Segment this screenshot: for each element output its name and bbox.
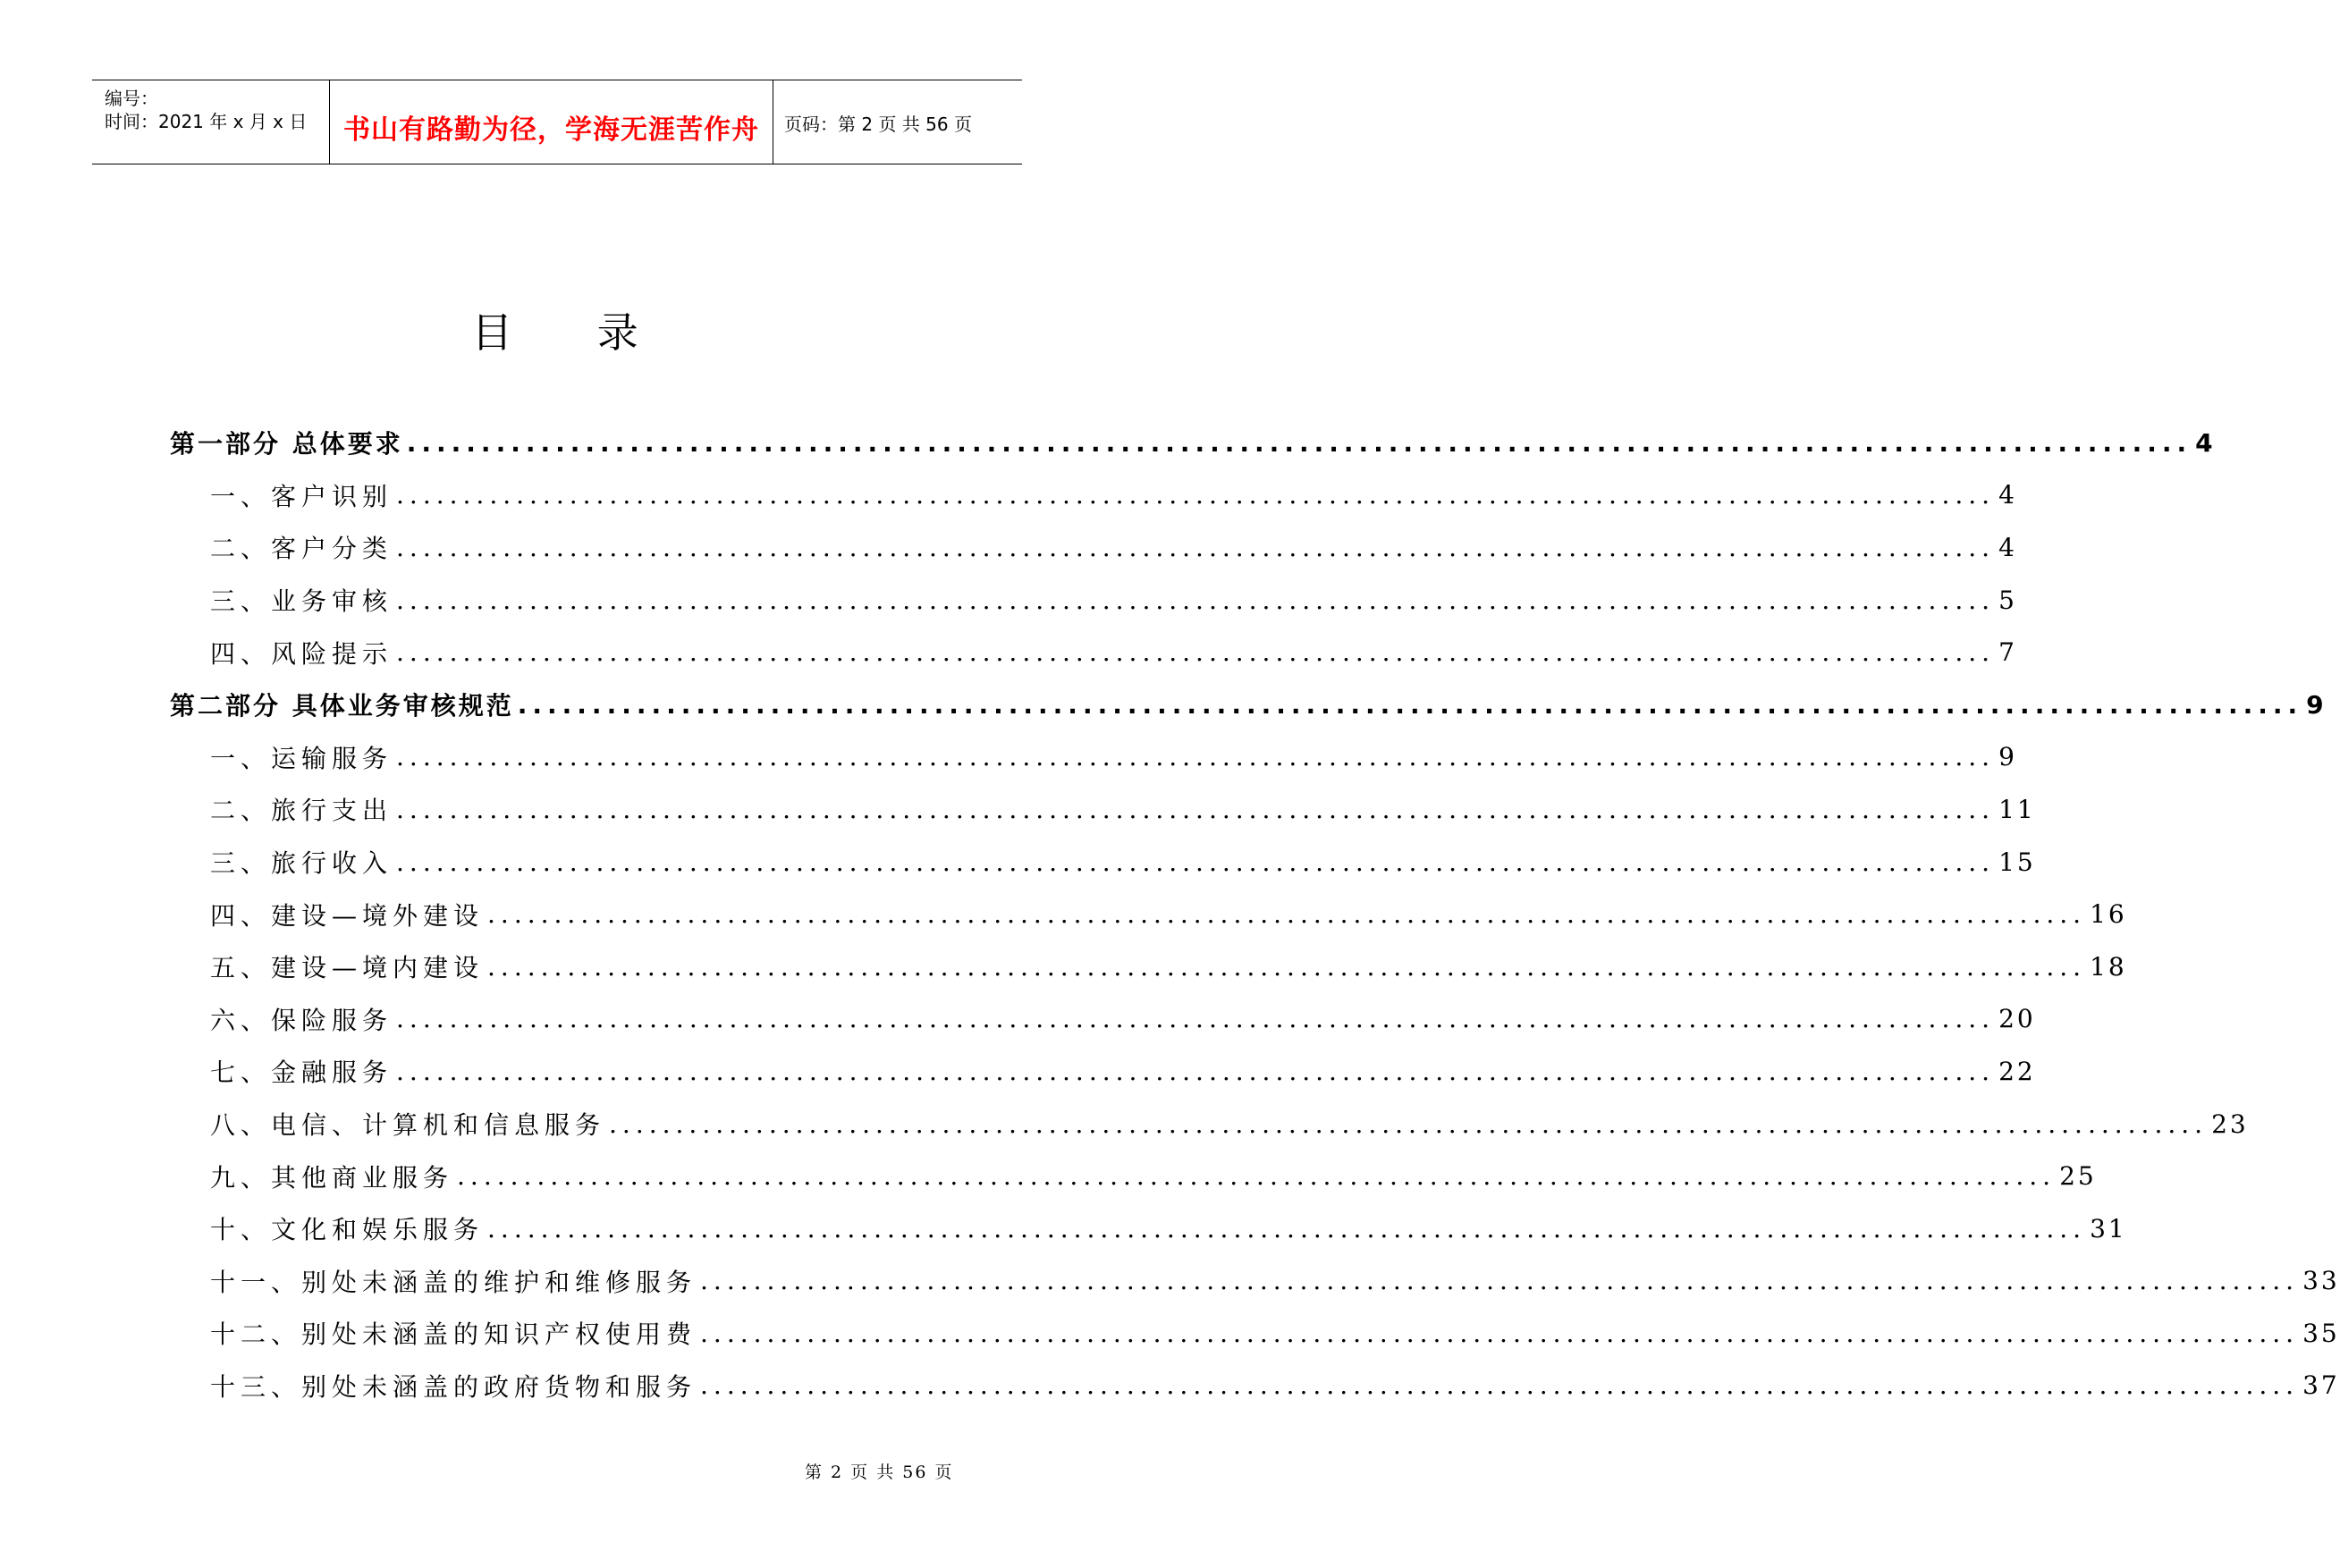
toc-page-number: 35 [2302, 1318, 2340, 1348]
motto: 书山有路勤为径，学海无涯苦作舟 [343, 114, 759, 146]
toc-entry-label: 第一部分 总体要求 [170, 429, 403, 459]
toc-leader-dots: ........................................................................................................................ [396, 480, 1996, 510]
toc-entry[interactable] [170, 731, 2017, 784]
toc-page-number: 33 [2302, 1266, 2340, 1296]
toc-page-number: 9 [1998, 742, 2017, 772]
toc-entry[interactable] [170, 1202, 2127, 1255]
toc-entry-label: 四、建设—境外建设 [210, 900, 485, 931]
toc-leader-dots: ........................................................................................................................ [487, 899, 2087, 930]
toc-entry[interactable] [170, 783, 2036, 836]
toc-entry[interactable] [170, 1098, 2249, 1151]
toc-leader-dots: ........................................................................................................................ [396, 847, 1996, 877]
toc-entry-label: 十三、别处未涵盖的政府货物和服务 [210, 1371, 697, 1402]
toc-leader-dots: ........................................................................................................................ [396, 794, 1996, 824]
toc-entry-label: 六、保险服务 [210, 1005, 393, 1035]
toc-part-entry[interactable] [170, 417, 2216, 469]
toc-page-number: 4 [1998, 532, 2017, 562]
toc-entry[interactable] [170, 521, 2017, 574]
toc-entry[interactable] [170, 1255, 2340, 1308]
toc-entry[interactable] [170, 626, 2017, 679]
toc-entry[interactable] [170, 469, 2017, 522]
page-footer: 第 2 页 共 56 页 [805, 1463, 954, 1482]
toc-entry-label: 一、客户识别 [210, 481, 393, 511]
toc-leader-dots: ........................................................................................................................ [700, 1266, 2300, 1296]
toc-leader-dots: ........................................................................................................................ [396, 1004, 1996, 1034]
toc-page-number: 23 [2211, 1109, 2249, 1139]
toc-page-number: 22 [1998, 1056, 2036, 1086]
page-header [92, 80, 1022, 164]
toc-page-number: 37 [2302, 1370, 2340, 1401]
toc-page-number: 31 [2090, 1213, 2127, 1243]
serial-number-label: 编号： [105, 88, 158, 109]
toc-entry-label: 三、业务审核 [210, 586, 393, 617]
toc-leader-dots: ........................................................................................................................ [700, 1370, 2300, 1401]
page-code: 页码：第 2 页 共 56 页 [784, 114, 972, 135]
toc-entry-label: 二、旅行支出 [210, 796, 393, 826]
toc-entry-label: 八、电信、计算机和信息服务 [210, 1110, 606, 1141]
toc-entry-label: 五、建设—境内建设 [210, 953, 485, 983]
toc-entry-label: 四、风险提示 [210, 638, 393, 669]
document-title: 目 录 [471, 308, 674, 357]
toc-leader-dots: ........................................................................................................................ [457, 1161, 2057, 1192]
toc-entry[interactable] [170, 1307, 2340, 1360]
toc-page-number: 11 [1998, 794, 2036, 824]
toc-entry-label: 三、旅行收入 [210, 848, 393, 879]
toc-entry-label: 九、其他商业服务 [210, 1162, 454, 1193]
toc-entry[interactable] [170, 836, 2036, 889]
toc-leader-dots: ........................................................................................................................ [406, 427, 2192, 458]
toc-entry[interactable] [170, 1360, 2340, 1412]
toc-entry-label: 十一、别处未涵盖的维护和维修服务 [210, 1267, 697, 1297]
toc-entry-label: 二、客户分类 [210, 534, 393, 564]
header-meta-cell [92, 80, 330, 164]
toc-entry[interactable] [170, 1045, 2036, 1098]
time-label: 时间：2021 年 x 月 x 日 [105, 111, 308, 132]
toc-page-number: 25 [2059, 1161, 2097, 1192]
table-of-contents [170, 417, 2340, 1412]
toc-page-number: 18 [2090, 951, 2127, 982]
toc-entry[interactable] [170, 993, 2036, 1046]
toc-leader-dots: ........................................................................................................................ [517, 689, 2303, 720]
toc-leader-dots: ........................................................................................................................ [396, 585, 1996, 615]
toc-page-number: 9 [2306, 689, 2327, 720]
toc-leader-dots: ........................................................................................................................ [396, 637, 1996, 668]
header-page-cell [773, 80, 1022, 164]
toc-leader-dots: ........................................................................................................................ [609, 1109, 2209, 1139]
toc-entry[interactable] [170, 888, 2127, 940]
toc-leader-dots: ........................................................................................................................ [396, 1056, 1996, 1086]
toc-entry[interactable] [170, 1150, 2097, 1202]
toc-leader-dots: ........................................................................................................................ [396, 532, 1996, 562]
toc-entry[interactable] [170, 940, 2127, 993]
toc-page-number: 16 [2090, 899, 2127, 930]
toc-page-number: 7 [1998, 637, 2017, 668]
toc-entry[interactable] [170, 574, 2017, 627]
toc-leader-dots: ........................................................................................................................ [396, 742, 1996, 772]
toc-entry-label: 十、文化和娱乐服务 [210, 1215, 485, 1245]
header-motto-cell [330, 80, 773, 164]
toc-part-entry[interactable] [170, 679, 2327, 731]
toc-entry-label: 第二部分 具体业务审核规范 [170, 691, 514, 721]
toc-page-number: 4 [2195, 427, 2216, 458]
toc-leader-dots: ........................................................................................................................ [700, 1318, 2300, 1348]
toc-page-number: 5 [1998, 585, 2017, 615]
toc-entry-label: 七、金融服务 [210, 1058, 393, 1088]
toc-entry-label: 十二、别处未涵盖的知识产权使用费 [210, 1319, 697, 1350]
toc-entry-label: 一、运输服务 [210, 743, 393, 773]
toc-leader-dots: ........................................................................................................................ [487, 951, 2087, 982]
toc-page-number: 20 [1998, 1004, 2036, 1034]
toc-page-number: 4 [1998, 480, 2017, 510]
toc-page-number: 15 [1998, 847, 2036, 877]
toc-leader-dots: ........................................................................................................................ [487, 1213, 2087, 1243]
